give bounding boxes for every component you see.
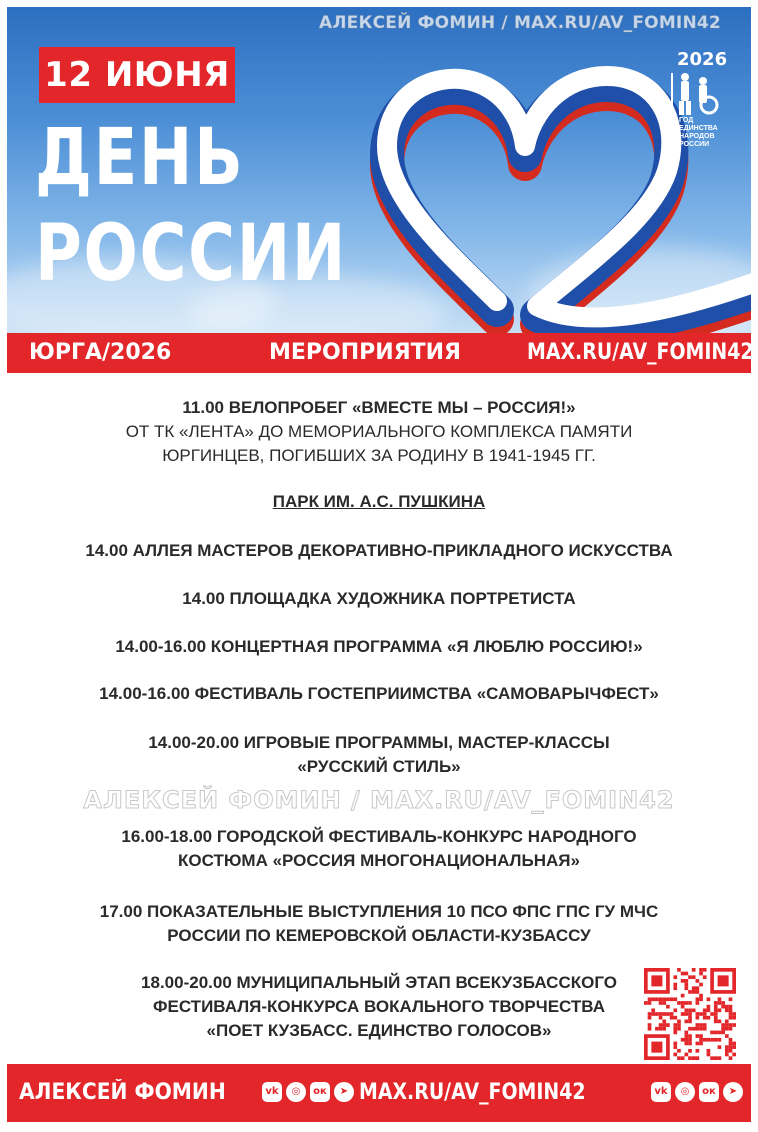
hero-title-line1: ДЕНЬ bbox=[35, 113, 245, 203]
vk-icon[interactable]: vk bbox=[262, 1082, 282, 1102]
event-masters-alley: 14.00 АЛЛЕЯ МАСТЕРОВ ДЕКОРАТИВНО-ПРИКЛАДНОГО ИСКУССТВА bbox=[85, 541, 673, 560]
mid-watermark: АЛЕКСЕЙ ФОМИН / MAX.RU/AV_FOMIN42 bbox=[83, 786, 675, 814]
city-year: ЮРГА/2026 bbox=[29, 340, 172, 365]
footer-bar bbox=[7, 1064, 751, 1122]
venue-heading: ПАРК ИМ. А.С. ПУШКИНА bbox=[272, 492, 486, 511]
qr-code-icon[interactable] bbox=[642, 968, 738, 1060]
max-icon[interactable]: ◎ bbox=[675, 1082, 695, 1102]
hero-watermark: АЛЕКСЕЙ ФОМИН / MAX.RU/AV_FOMIN42 bbox=[319, 13, 721, 33]
monument-icon bbox=[669, 69, 719, 117]
year-of-unity-logo bbox=[667, 49, 728, 161]
telegram-icon[interactable]: ➤ bbox=[723, 1082, 743, 1102]
event-bike-ride: 11.00 ВЕЛОПРОБЕГ «ВМЕСТЕ МЫ – РОССИЯ!» ОТ ТК «ЛЕНТА» ДО МЕМОРИАЛЬНОГО КОМПЛЕКСА ПАМЯТИ ЮРГИНЦЕВ, ПОГИБШИХ ЗА РОДИНУ В 1941-1945 ГГ. bbox=[125, 398, 633, 465]
info-bar bbox=[7, 333, 754, 373]
hero-title-line2: РОССИИ bbox=[35, 209, 348, 299]
year-number: 2026 bbox=[677, 49, 728, 70]
event-portrait-artist: 14.00 ПЛОЩАДКА ХУДОЖНИКА ПОРТРЕТИСТА bbox=[182, 589, 576, 608]
event-costume-contest: 16.00-18.00 ГОРОДСКОЙ ФЕСТИВАЛЬ-КОНКУРС НАРОДНОГО КОСТЮМА «РОССИЯ МНОГОНАЦИОНАЛЬНАЯ» bbox=[121, 827, 637, 870]
event-games: 14.00-20.00 ИГРОВЫЕ ПРОГРАММЫ, МАСТЕР-КЛАССЫ «РУССКИЙ СТИЛЬ» bbox=[148, 733, 610, 776]
year-caption: ГОД ЕДИНСТВА НАРОДОВ РОССИИ bbox=[679, 117, 718, 148]
hero-banner bbox=[7, 7, 751, 333]
footer-url[interactable]: MAX.RU/AV_FOMIN42 bbox=[359, 1080, 586, 1105]
social-icons-left bbox=[262, 1082, 354, 1102]
author-link[interactable]: MAX.RU/AV_FOMIN42 bbox=[527, 340, 754, 365]
telegram-icon[interactable]: ➤ bbox=[334, 1082, 354, 1102]
vk-icon[interactable]: vk bbox=[651, 1082, 671, 1102]
event-samovar-fest: 14.00-16.00 ФЕСТИВАЛЬ ГОСТЕПРИИМСТВА «САМОВАРЫЧФЕСТ» bbox=[99, 684, 659, 703]
ok-icon[interactable]: ок bbox=[699, 1082, 719, 1102]
event-concert: 14.00-16.00 КОНЦЕРТНАЯ ПРОГРАММА «Я ЛЮБЛЮ РОССИЮ!» bbox=[115, 637, 643, 656]
max-icon[interactable]: ◎ bbox=[286, 1082, 306, 1102]
date-badge: 12 ИЮНЯ bbox=[39, 47, 235, 103]
event-vocal-contest: 18.00-20.00 МУНИЦИПАЛЬНЫЙ ЭТАП ВСЕКУЗБАССКОГО ФЕСТИВАЛЯ-КОНКУРСА ВОКАЛЬНОГО ТВОРЧЕСТВА «ПОЕТ КУЗБАСС. ЕДИНСТВО ГОЛОСОВ» bbox=[141, 973, 617, 1040]
social-icons-right bbox=[651, 1082, 743, 1102]
ok-icon[interactable]: ок bbox=[310, 1082, 330, 1102]
footer-author-name: АЛЕКСЕЙ ФОМИН bbox=[19, 1080, 226, 1105]
section-title: МЕРОПРИЯТИЯ bbox=[269, 340, 461, 365]
event-rescue-show: 17.00 ПОКАЗАТЕЛЬНЫЕ ВЫСТУПЛЕНИЯ 10 ПСО ФПС ГПС ГУ МЧС РОССИИ ПО КЕМЕРОВСКОЙ ОБЛАСТИ-КУЗБАССУ bbox=[99, 902, 659, 945]
